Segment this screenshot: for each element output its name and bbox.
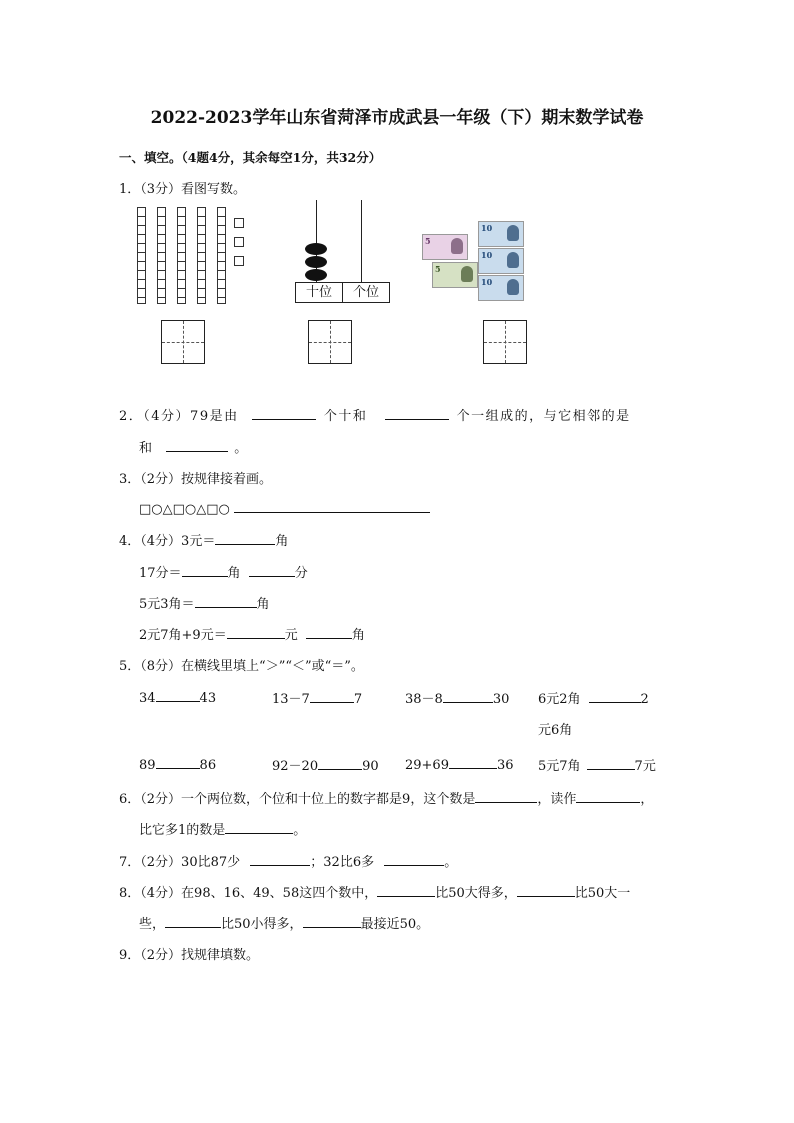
answer-blank[interactable]	[385, 406, 449, 420]
answer-blank[interactable]	[475, 789, 537, 803]
unit-cube	[234, 256, 244, 266]
q4-text: 元	[284, 628, 298, 643]
abacus-bead	[305, 269, 327, 281]
question-3-sequence-row	[139, 499, 430, 517]
q7-text: 7．（2分）30比87少	[119, 855, 241, 870]
ones-rod-line	[361, 200, 362, 282]
answer-blank[interactable]	[517, 883, 575, 897]
question-4-line-3	[139, 593, 270, 612]
banknote-5	[432, 262, 478, 288]
banknote-denomination: 5	[425, 236, 431, 246]
q7-text: ；32比6多	[310, 855, 375, 870]
q4-text: 角	[256, 597, 270, 612]
comparison-right: 36	[496, 758, 514, 773]
answer-blank[interactable]	[215, 531, 275, 545]
answer-blank[interactable]	[156, 755, 200, 769]
q8-text: 比50大一	[574, 886, 631, 901]
banknote-denomination: 10	[481, 277, 493, 287]
comparison-item	[405, 755, 514, 773]
answer-blank[interactable]	[443, 689, 493, 703]
question-8-line-2	[139, 913, 429, 932]
answer-box[interactable]	[483, 320, 527, 364]
comparison-left: 92－20	[272, 759, 319, 774]
abacus-bead	[305, 243, 327, 255]
comparison-right: 2	[640, 692, 649, 707]
q6-text: 。	[293, 823, 307, 838]
q4-text: 4．（4分）3元＝	[119, 534, 216, 549]
comparison-left: 6元2角	[538, 692, 581, 707]
ten-rod	[217, 207, 226, 304]
answer-blank[interactable]	[249, 563, 295, 577]
ones-place-label: 个位	[352, 285, 379, 300]
q2-text: 2．（4分）79是由	[119, 409, 239, 424]
question-8-line-1	[119, 882, 630, 901]
answer-blank[interactable]	[306, 625, 352, 639]
q4-text: 5元3角＝	[139, 597, 195, 612]
q4-text: 2元7角+9元＝	[139, 628, 227, 643]
answer-blank[interactable]	[250, 852, 310, 866]
comparison-right: 30	[492, 692, 510, 707]
comparison-right: 86	[199, 758, 217, 773]
comparison-item	[139, 755, 216, 773]
section-heading: 一、填空。（4题4分，其余每空1分，共32分）	[119, 150, 382, 165]
answer-blank[interactable]	[225, 820, 293, 834]
q8-text: 8．（4分）在98、16、49、58这四个数中，	[119, 886, 378, 901]
answer-blank[interactable]	[377, 883, 435, 897]
q4-text: 角	[275, 534, 289, 549]
comparison-left: 34	[139, 691, 156, 706]
ten-rod	[197, 207, 206, 304]
comparison-wrap-text: 元6角	[538, 723, 573, 738]
answer-blank[interactable]	[587, 756, 635, 770]
question-2-line-2	[139, 437, 247, 456]
q6-text: 6．（2分）一个两位数，个位和十位上的数字都是9，这个数是	[119, 792, 476, 807]
answer-blank[interactable]	[449, 755, 497, 769]
portrait-icon	[507, 252, 519, 268]
question-5-stem: 5．（8分）在横线里填上“＞”“＜”或“＝”。	[119, 659, 364, 674]
answer-blank[interactable]	[384, 852, 444, 866]
portrait-icon	[507, 225, 519, 241]
q4-text: 分	[294, 566, 308, 581]
q2-text: 个十和	[323, 409, 368, 424]
answer-blank[interactable]	[156, 688, 200, 702]
unit-cube	[234, 237, 244, 247]
question-9-stem: 9．（2分）找规律填数。	[119, 948, 260, 963]
q2-text: 。	[234, 441, 248, 456]
tens-place-label: 十位	[296, 283, 343, 302]
answer-blank[interactable]	[234, 499, 430, 513]
q4-text: 17分＝	[139, 566, 182, 581]
comparison-right: 7	[353, 692, 363, 707]
q8-text: 最接近50。	[360, 917, 430, 932]
ten-rod	[177, 207, 186, 304]
question-4-line-1	[119, 530, 288, 549]
comparison-left: 29+69	[405, 758, 449, 773]
question-6-line-1	[119, 788, 653, 807]
banknote-10	[478, 275, 524, 301]
comparison-right: 7元	[634, 759, 656, 774]
q7-text: 。	[444, 855, 458, 870]
q8-text: 比50小得多，	[221, 917, 303, 932]
comparison-item	[272, 755, 379, 774]
comparison-item	[139, 688, 216, 706]
comparison-left: 89	[139, 758, 156, 773]
answer-blank[interactable]	[166, 438, 228, 452]
q6-text: ，读作	[537, 792, 577, 807]
answer-blank[interactable]	[252, 406, 316, 420]
comparison-left: 13－7	[272, 692, 310, 707]
comparison-item	[538, 755, 656, 774]
banknote-denomination: 5	[435, 264, 441, 274]
shape-sequence: □○△□○△□○	[139, 502, 230, 517]
question-4-line-4	[139, 624, 365, 643]
comparison-left: 5元7角	[538, 759, 581, 774]
abacus-bead	[305, 256, 327, 268]
q4-text: 角	[227, 566, 241, 581]
banknote-5	[422, 234, 468, 260]
answer-box[interactable]	[161, 320, 205, 364]
portrait-icon	[507, 279, 519, 295]
question-4-line-2	[139, 562, 308, 581]
portrait-icon	[461, 266, 473, 282]
q8-text: 些，	[139, 917, 166, 932]
q8-text: 比50大得多，	[435, 886, 517, 901]
q2-text: 个一组成的，与它相邻的是	[456, 409, 631, 424]
q2-text: 和	[139, 441, 153, 456]
answer-blank[interactable]	[195, 594, 257, 608]
ten-rod	[137, 207, 146, 304]
answer-blank[interactable]	[303, 914, 361, 928]
place-value-base	[295, 282, 390, 303]
comparison-left: 38－8	[405, 692, 443, 707]
answer-box[interactable]	[308, 320, 352, 364]
page-title: 2022-2023学年山东省菏泽市成武县一年级（下）期末数学试卷	[150, 108, 644, 128]
answer-blank[interactable]	[318, 756, 362, 770]
q6-text: 比它多1的数是	[139, 823, 226, 838]
question-2-line-1	[119, 405, 631, 424]
question-7	[119, 851, 457, 870]
q4-text: 角	[351, 628, 365, 643]
portrait-icon	[451, 238, 463, 254]
answer-blank[interactable]	[589, 689, 641, 703]
banknote-10	[478, 221, 524, 247]
comparison-right: 90	[362, 759, 379, 774]
banknote-10	[478, 248, 524, 274]
comparison-item	[272, 688, 362, 707]
banknote-denomination: 10	[481, 250, 493, 260]
answer-blank[interactable]	[576, 789, 640, 803]
comparison-item	[405, 688, 509, 707]
answer-blank[interactable]	[227, 625, 285, 639]
answer-blank[interactable]	[182, 563, 228, 577]
banknote-denomination: 10	[481, 223, 493, 233]
ten-rod	[157, 207, 166, 304]
answer-blank[interactable]	[310, 689, 354, 703]
q6-text: ，	[640, 792, 654, 807]
unit-cube	[234, 218, 244, 228]
comparison-right: 43	[199, 691, 217, 706]
comparison-item	[538, 688, 649, 707]
answer-blank[interactable]	[165, 914, 221, 928]
question-3-stem: 3．（2分）按规律接着画。	[119, 472, 273, 487]
question-1-stem: 1．（3分）看图写数。	[119, 182, 247, 197]
question-6-line-2	[139, 819, 306, 838]
